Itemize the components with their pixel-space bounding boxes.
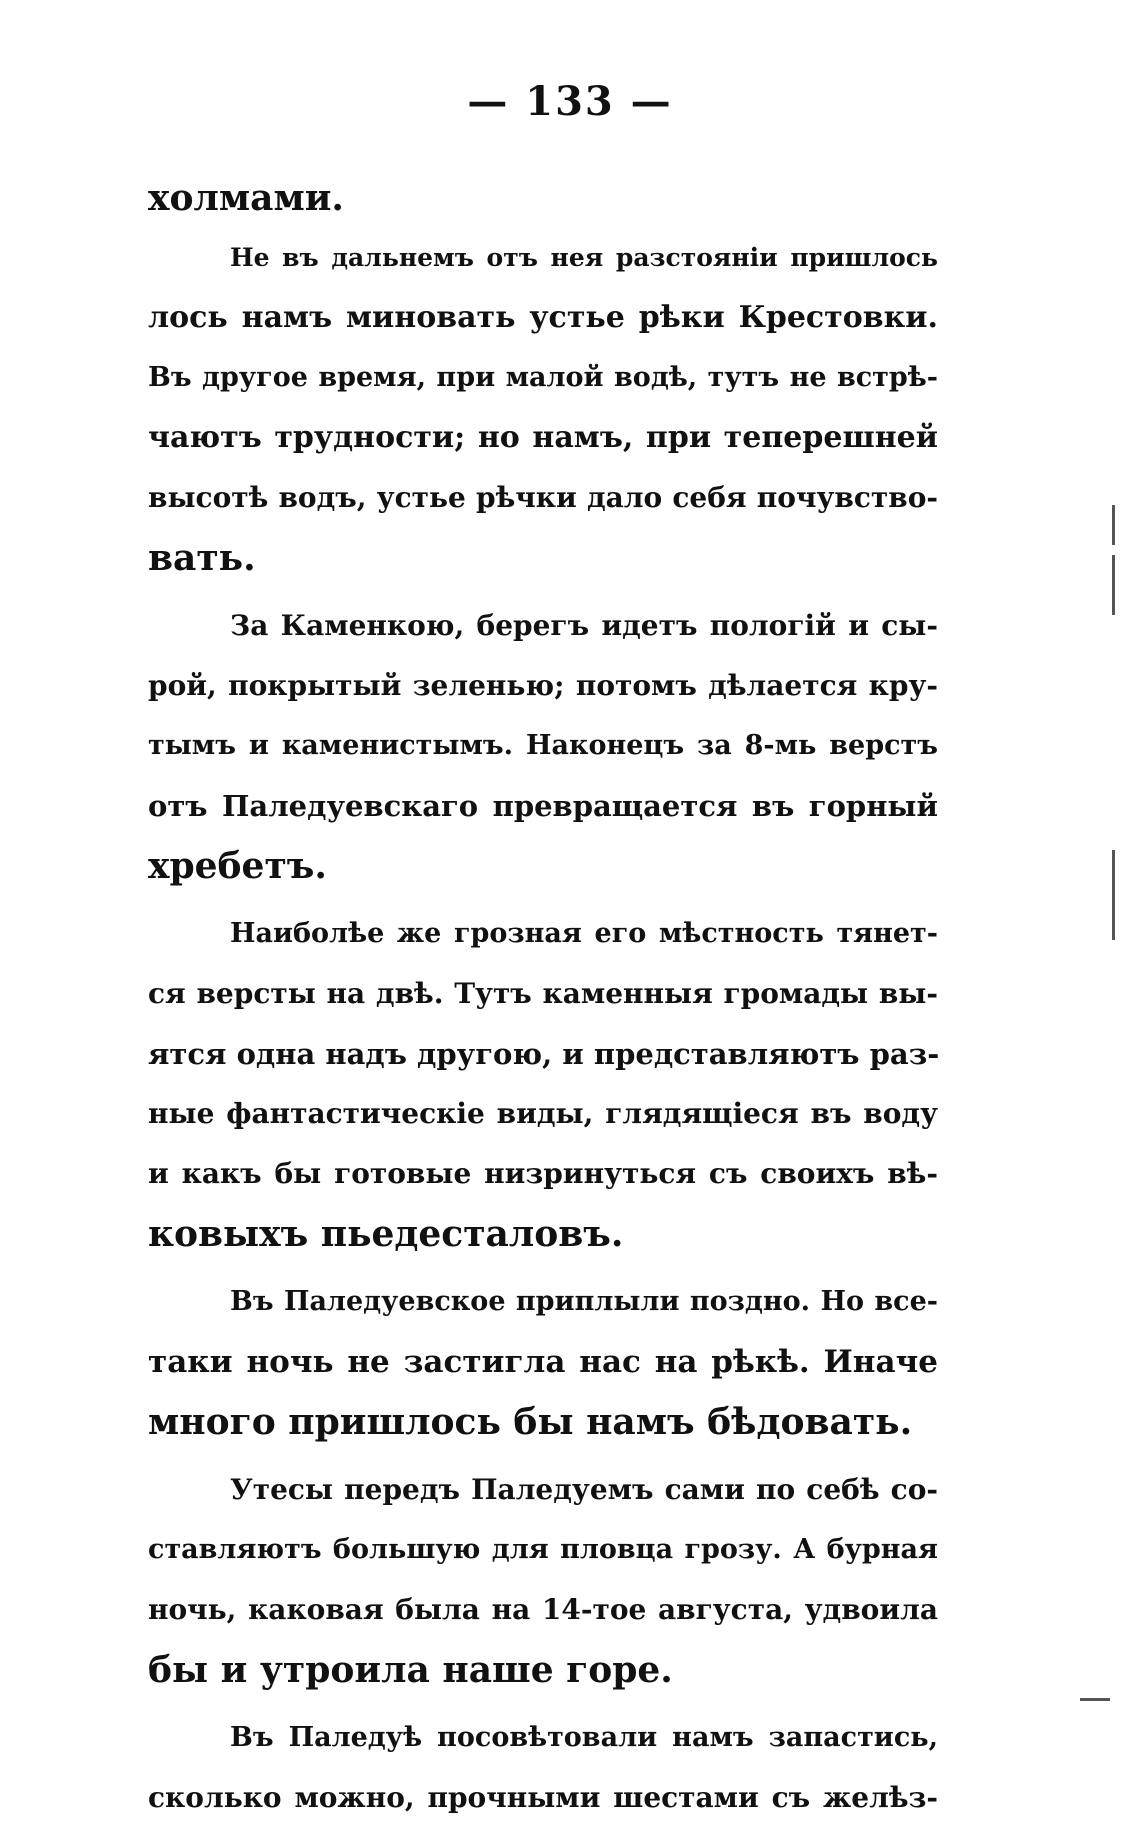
text-line: вать.	[148, 537, 256, 579]
text-line: бы и утроила наше горе.	[148, 1649, 673, 1691]
text-line: сколько можно, прочными шестами съ желѣз-	[148, 1781, 938, 1814]
page-number: — 133 —	[467, 78, 673, 125]
text-line: ночь, каковая была на 14-тое августа, удвоила	[148, 1593, 938, 1626]
text-line: Въ другое время, при малой водѣ, тутъ не встрѣ-	[148, 362, 938, 393]
text-line: рой, покрытый зеленью; потомъ дѣлается кру-	[148, 669, 938, 702]
scan-mark	[1112, 850, 1115, 940]
text-line: хребетъ.	[148, 845, 327, 887]
scan-mark	[1080, 1698, 1110, 1701]
text-line: высотѣ водъ, устье рѣчки дало себя почувство-	[148, 481, 938, 514]
text-line: ставляютъ большую для пловца грозу. А бурная	[148, 1534, 938, 1565]
text-line: За Каменкою, берегъ идетъ пологій и сы-	[230, 609, 938, 642]
scan-mark	[1112, 505, 1115, 545]
text-line: таки ночь не застигла нас на рѣкѣ. Иначе	[148, 1344, 938, 1380]
text-line: много пришлось бы намъ бѣдовать.	[148, 1401, 913, 1443]
text-line: ся версты на двѣ. Тутъ каменныя громады вы-	[148, 977, 938, 1010]
text-line: Наиболѣе же грозная его мѣстность тянет-	[230, 918, 938, 949]
text-line: ятся одна надъ другою, и представляютъ раз-	[148, 1037, 940, 1071]
text-line: чаютъ трудности; но намъ, при теперешней	[148, 420, 938, 455]
text-line: Утесы передъ Паледуемъ сами по себѣ со-	[230, 1473, 938, 1506]
text-line: Въ Паледуевское приплыли поздно. Но все-	[230, 1286, 938, 1317]
text-line: ные фантастическіе виды, глядящіеся въ воду	[148, 1097, 938, 1130]
text-line: Въ Паледуѣ посовѣтовали намъ запастись,	[230, 1722, 938, 1753]
text-line: отъ Паледуевскаго превращается въ горный	[148, 789, 938, 823]
text-line: и какъ бы готовые низринуться съ своихъ вѣ-	[148, 1157, 938, 1190]
text-line: тымъ и каменистымъ. Наконецъ за 8-мь верстъ	[148, 730, 938, 761]
text-line: ковыхъ пьедесталовъ.	[148, 1213, 624, 1255]
text-line: Не въ дальнемъ отъ нея разстояніи пришлось	[230, 243, 938, 272]
body-text	[148, 168, 938, 1828]
text-line: холмами.	[148, 177, 344, 219]
text-line: лось намъ миновать устье рѣки Крестовки.	[148, 300, 938, 335]
scan-mark	[1112, 555, 1115, 615]
